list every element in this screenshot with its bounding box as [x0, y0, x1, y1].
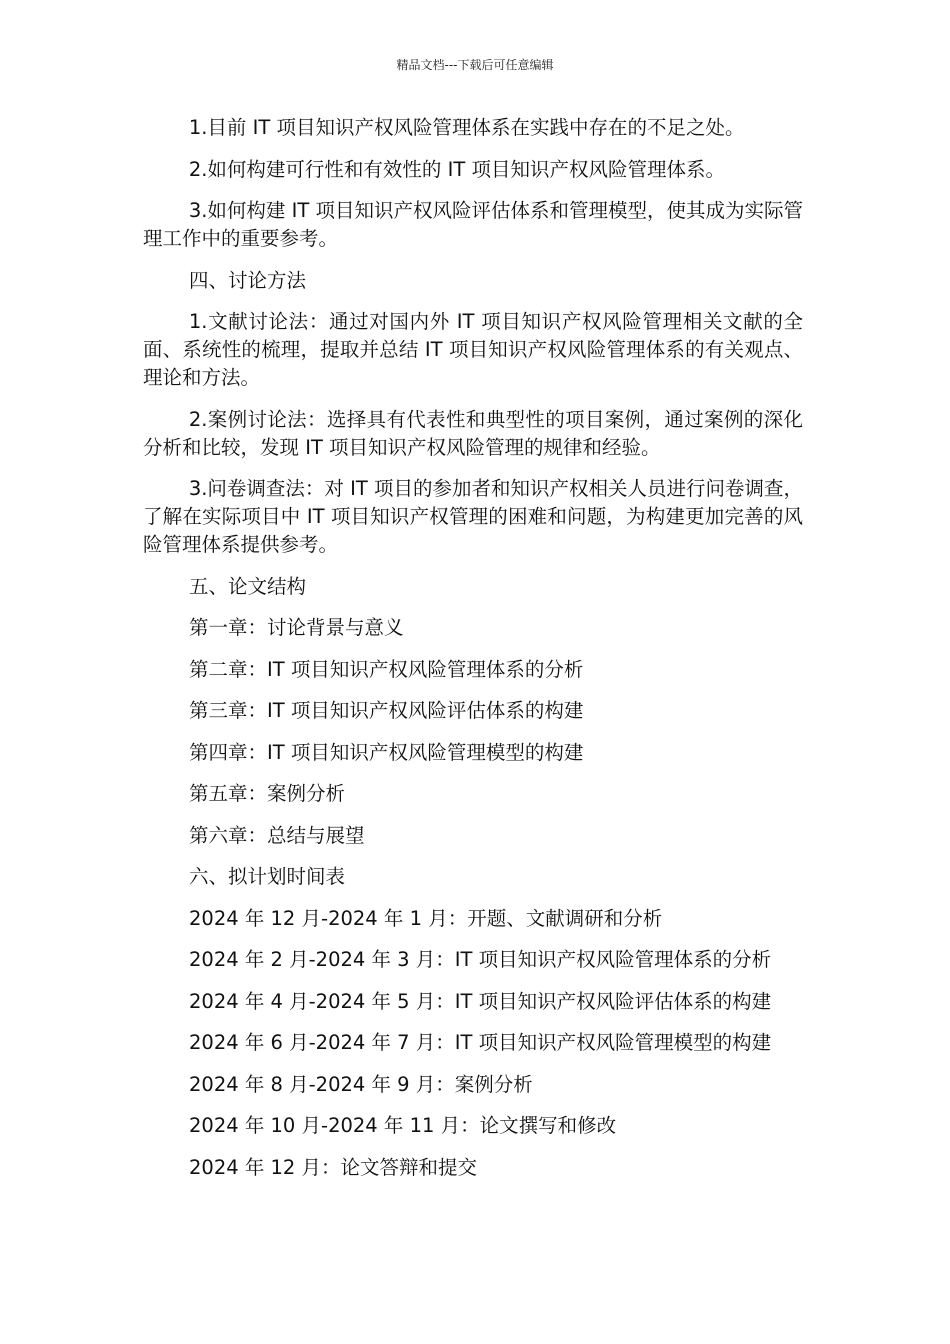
schedule-item: 2024 年 10 月-2024 年 11 月：论文撰写和修改: [189, 1114, 617, 1137]
schedule-item: 2024 年 12 月：论文答辩和提交: [189, 1155, 478, 1179]
schedule-item: 2024 年 2 月-2024 年 3 月：IT 项目知识产权风险管理体系的分析: [189, 948, 772, 971]
chapter-item: 第三章：IT 项目知识产权风险评估体系的构建: [189, 699, 584, 722]
method-item: 2.案例讨论法：选择具有代表性和典型性的项目案例，通过案例的深化分析和比较，发现 IT 项目知识产权风险管理的规律和经验。: [143, 407, 803, 459]
schedule-item: 2024 年 6 月-2024 年 7 月：IT 项目知识产权风险管理模型的构建: [189, 1031, 772, 1054]
schedule-item: 2024 年 8 月-2024 年 9 月：案例分析: [189, 1072, 533, 1096]
question-item: 3.如何构建 IT 项目知识产权风险评估体系和管理模型，使其成为实际管理工作中的重要参考。: [143, 199, 803, 250]
question-item: 2.如何构建可行性和有效性的 IT 项目知识产权风险管理体系。: [188, 157, 725, 181]
section-heading-methods: 四、讨论方法: [189, 268, 307, 292]
schedule-item: 2024 年 12 月-2024 年 1 月：开题、文献调研和分析: [189, 906, 663, 930]
chapter-item: 第六章：总结与展望: [189, 823, 365, 847]
method-item: 3.问卷调查法：对 IT 项目的参加者和知识产权相关人员进行问卷调查，了解在实际项目中 IT 项目知识产权管理的困难和问题，为构建更加完善的风险管理体系提供参考。: [143, 477, 803, 556]
document-body: [143, 114, 803, 1195]
question-item: 1.目前 IT 项目知识产权风险管理体系在实践中存在的不足之处。: [188, 116, 745, 139]
chapter-item: 第二章：IT 项目知识产权风险管理体系的分析: [189, 657, 584, 681]
chapter-item: 第四章：IT 项目知识产权风险管理模型的构建: [189, 740, 584, 764]
section-heading-schedule: 六、拟计划时间表: [189, 865, 346, 888]
method-item: 1.文献讨论法：通过对国内外 IT 项目知识产权风险管理相关文献的全面、系统性的梳理，提取并总结 IT 项目知识产权风险管理体系的有关观点、理论和方法。: [143, 310, 803, 389]
section-heading-structure: 五、论文结构: [189, 574, 307, 598]
schedule-item: 2024 年 4 月-2024 年 5 月：IT 项目知识产权风险评估体系的构建: [189, 989, 772, 1013]
chapter-item: 第一章：讨论背景与意义: [189, 616, 404, 639]
chapter-item: 第五章：案例分析: [189, 782, 346, 805]
page-header: 精品文档---下载后可任意编辑: [396, 58, 554, 72]
